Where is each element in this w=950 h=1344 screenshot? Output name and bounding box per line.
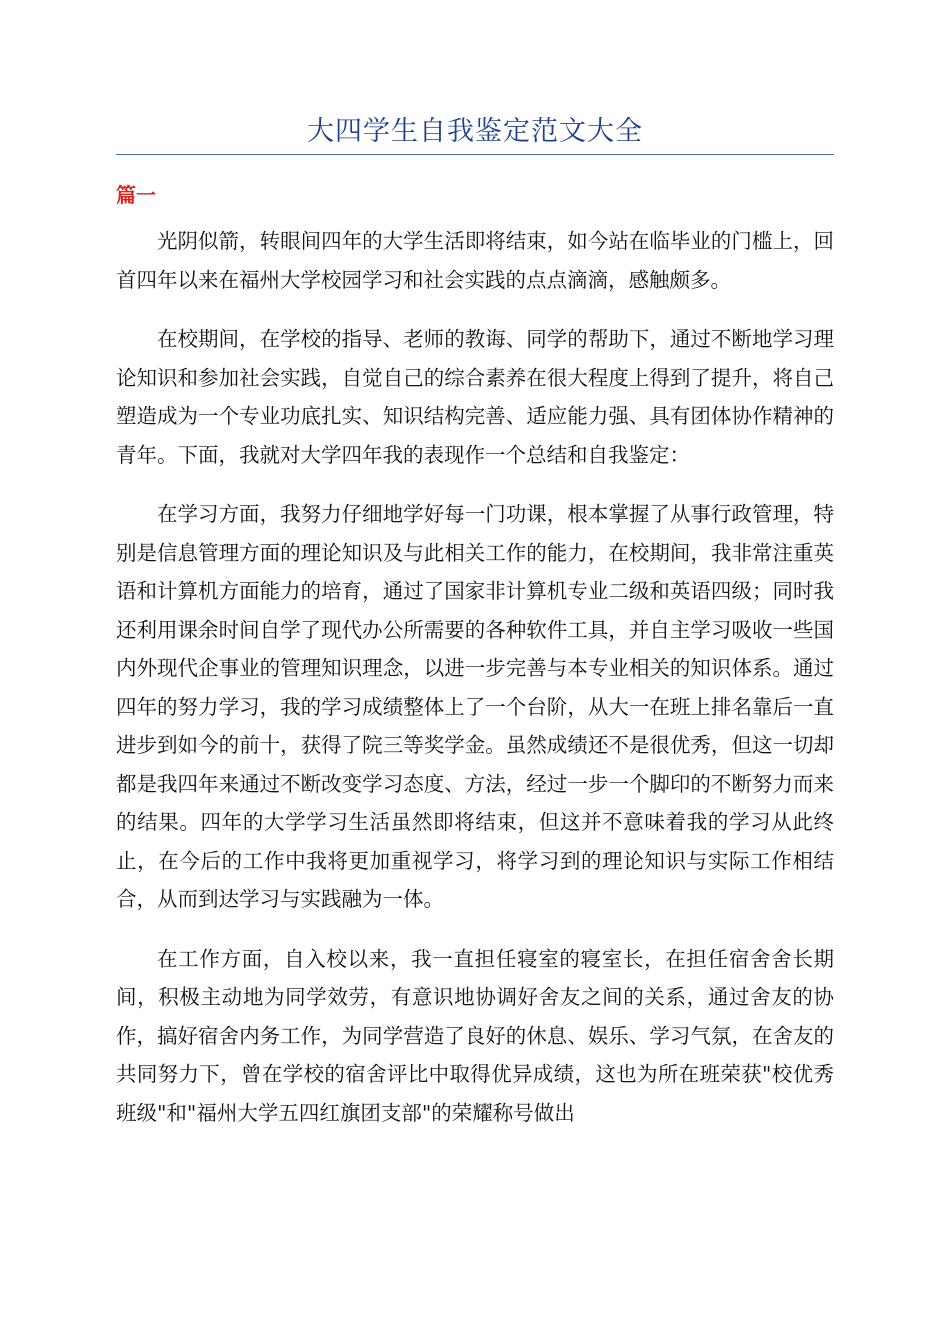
title-underline [116,154,834,155]
paragraph-3: 在学习方面，我努力仔细地学好每一门功课，根本掌握了从事行政管理，特别是信息管理方面的理论知识及与此相关工作的能力，在校期间，我非常注重英语和计算机方面能力的培育，通过了国家非计算机专业二级和英语四级；同时我还利用课余时间自学了现代办公所需要的各种软件工具，并自主学习吸收一些国内外现代企事业的管理知识理念，以进一步完善与本专业相关的知识体系。通过四年的努力学习，我的学习成绩整体上了一个台阶，从大一在班上排名靠后一直进步到如今的前十，获得了院三等奖学金。虽然成绩还不是很优秀，但这一切却都是我四年来通过不断改变学习态度、方法，经过一步一个脚印的不断努力而来的结果。四年的大学学习生活虽然即将结束，但这并不意味着我的学习从此终止，在今后的工作中我将更加重视学习，将学习到的理论知识与实际工作相结合，从而到达学习与实践融为一体。 [116,502,834,911]
paragraph-1: 光阴似箭，转眼间四年的大学生活即将结束，如今站在临毕业的门槛上，回首四年以来在福州大学校园学习和社会实践的点点滴滴，感触颇多。 [116,229,834,292]
document-body [116,222,834,1153]
document-title: 大四学生自我鉴定范文大全 [307,116,643,147]
section-heading: 篇一 [116,183,156,207]
paragraph-2: 在校期间，在学校的指导、老师的教诲、同学的帮助下，通过不断地学习理论知识和参加社会实践，自觉自己的综合素养在很大程度上得到了提升，将自己塑造成为一个专业功底扎实、知识结构完善、适应能力强、具有团体协作精神的青年。下面，我就对大学四年我的表现作一个总结和自我鉴定： [116,327,834,467]
paragraph-4: 在工作方面，自入校以来，我一直担任寝室的寝室长，在担任宿舍舍长期间，积极主动地为同学效劳，有意识地协调好舍友之间的关系，通过舍友的协作，搞好宿舍内务工作，为同学营造了良好的休息、娱乐、学习气氛，在舍友的共同努力下，曾在学校的宿舍评比中取得优异成绩，这也为所在班荣获"校优秀班级"和"福州大学五四红旗团支部"的荣耀称号做出 [116,946,834,1125]
